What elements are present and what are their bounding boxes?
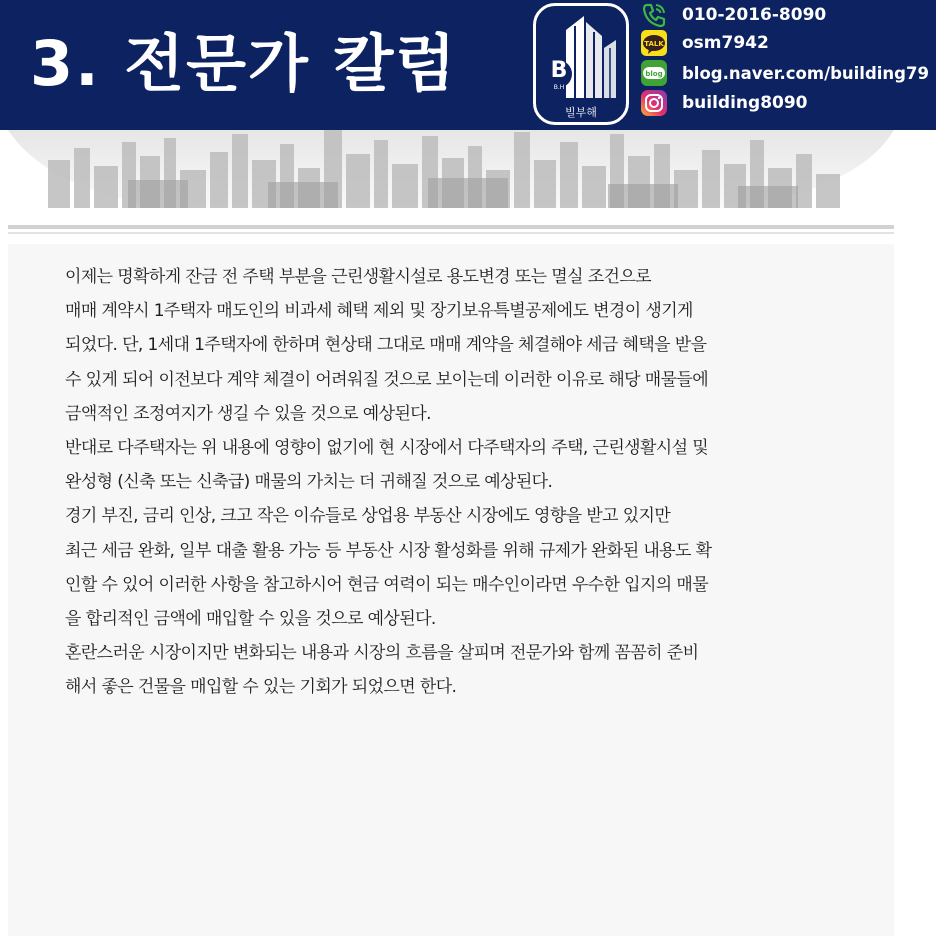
brand-logo[interactable] xyxy=(533,3,629,125)
article-line: 매매 계약시 1주택자 매도인의 비과세 혜택 제외 및 장기보유특별공제에도 변경이 생기게 xyxy=(65,301,693,322)
contact-blog[interactable] xyxy=(640,59,929,87)
logo-name: 빌부해 xyxy=(565,106,597,119)
instagram-icon xyxy=(640,89,668,117)
article-line: 수 있게 되어 이전보다 계약 체결이 어려워질 것으로 보이는데 이러한 이유로 해당 매물들에 xyxy=(65,369,709,390)
contact-kakaotalk[interactable] xyxy=(640,29,769,57)
article-line: 을 합리적인 금액에 매입할 수 있을 것으로 예상된다. xyxy=(65,608,436,629)
skyline-illustration xyxy=(8,130,894,208)
article-body xyxy=(65,260,865,704)
page-title: 3. 전문가 칼럼 xyxy=(30,27,458,100)
city-skyline-image xyxy=(8,130,894,208)
contact-list xyxy=(640,0,936,130)
phone-icon xyxy=(640,1,668,29)
kakaotalk-icon xyxy=(640,29,668,57)
header-banner xyxy=(0,0,936,130)
article-line: 이제는 명확하게 잔금 전 주택 부분을 근린생활시설로 용도변경 또는 멸실 조건으로 xyxy=(65,267,651,287)
article-line: 최근 세금 완화, 일부 대출 활용 가능 등 부동산 시장 활성화를 위해 규제가 완화된 내용도 확 xyxy=(65,540,712,561)
blog-icon xyxy=(640,59,668,87)
divider-line xyxy=(8,225,894,229)
article-line: 혼란스러운 시장이지만 변화되는 내용과 시장의 흐름을 살피며 전문가와 함께 꼼꼼히 준비 xyxy=(65,643,699,664)
instagram-handle: building8090 xyxy=(682,93,808,113)
logo-small-text: B.H xyxy=(553,84,565,91)
blog-url: blog.naver.com/building79 xyxy=(682,63,929,83)
kakaotalk-id: osm7942 xyxy=(682,33,769,53)
logo-letters: B xyxy=(550,58,568,83)
article-panel xyxy=(8,244,894,936)
article-line: 반대로 다주택자는 위 내용에 영향이 없기에 현 시장에서 다주택자의 주택, 근린생활시설 및 xyxy=(65,437,709,458)
kakaotalk-badge-text: TALK xyxy=(644,40,664,48)
article-line: 되었다. 단, 1세대 1주택자에 한하며 현상태 그대로 매매 계약을 체결해야 세금 혜택을 받을 xyxy=(65,335,707,356)
article-line: 경기 부진, 금리 인상, 크고 작은 이슈들로 상업용 부동산 시장에도 영향을 받고 있지만 xyxy=(65,506,671,527)
contact-instagram[interactable] xyxy=(640,89,808,117)
article-line: 금액적인 조정여지가 생길 수 있을 것으로 예상된다. xyxy=(65,403,431,424)
contact-phone[interactable] xyxy=(640,1,826,29)
phone-number: 010-2016-8090 xyxy=(682,5,827,25)
article-line: 완성형 (신축 또는 신축급) 매물의 가치는 더 귀해질 것으로 예상된다. xyxy=(65,472,553,493)
article-line: 인할 수 있어 이러한 사항을 참고하시어 현금 여력이 되는 매수인이라면 우수한 입지의 매물 xyxy=(65,574,709,595)
divider-line-thin xyxy=(8,232,894,234)
blog-badge-text: blog xyxy=(645,70,663,78)
article-line: 해서 좋은 건물을 매입할 수 있는 기회가 되었으면 한다. xyxy=(65,677,457,698)
